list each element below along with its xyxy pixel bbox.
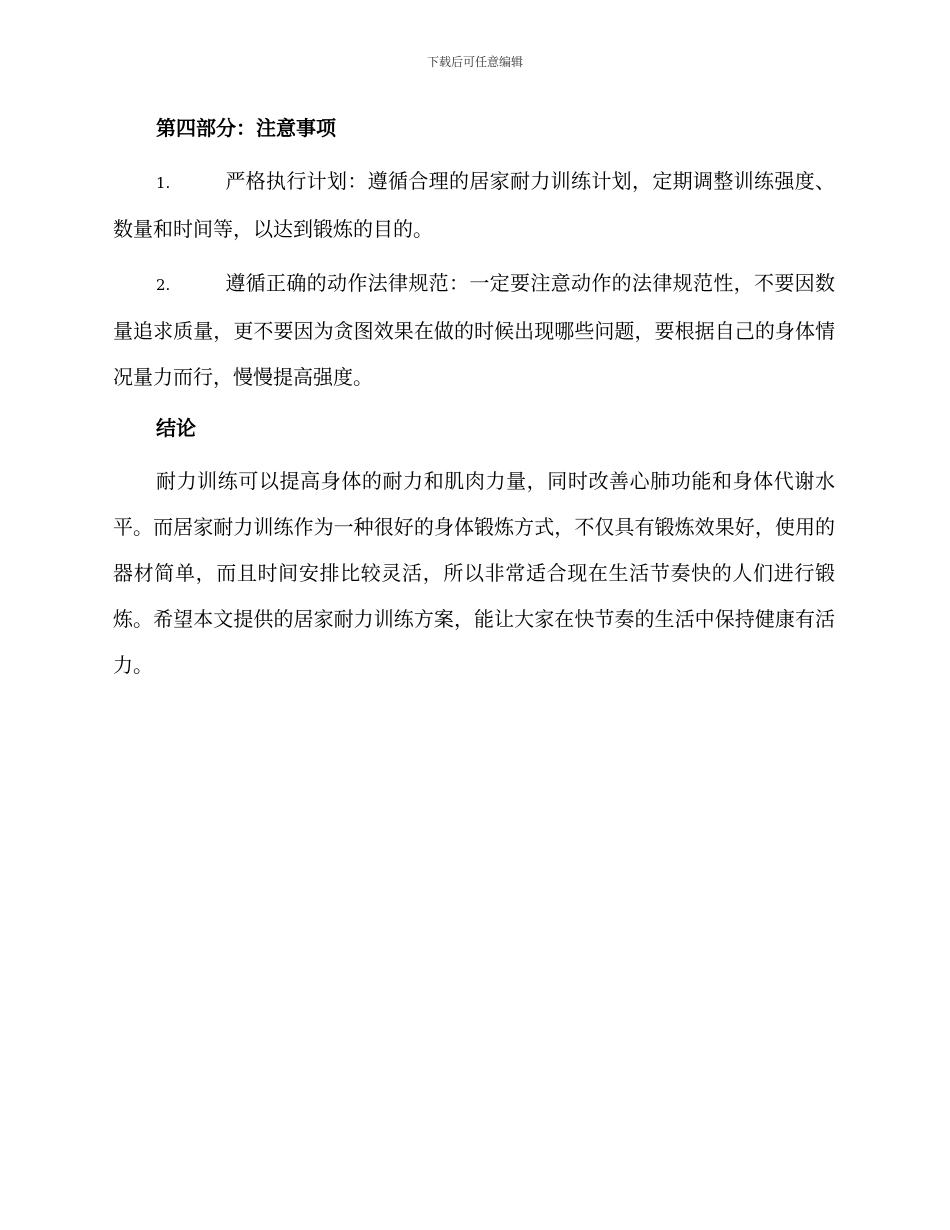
list-number-1: 1. [156,174,171,192]
list-number-2: 2. [156,276,171,294]
list-text-1: 严格执行计划：遵循合理的居家耐力训练计划，定期调整训练强度、数量和时间等，以达到锻炼的目的。 [113,169,835,241]
conclusion-heading: 结论 [156,416,196,440]
conclusion-paragraph: 耐力训练可以提高身体的耐力和肌肉力量，同时改善心肺功能和身体代谢水平。而居家耐力训练作为一种很好的身体锻炼方式，不仅具有锻炼效果好，使用的器材简单，而且时间安排比较灵活，所以非常适合现在生活节奏快的人们进行锻炼。希望本文提供的居家耐力训练方案，能让大家在快节奏的生活中保持健康有活力。 [113,469,835,677]
document-body [113,112,835,696]
section-heading: 第四部分：注意事项 [156,116,336,140]
page-header: 下载后可任意编辑 [426,55,523,69]
list-item-1 [113,158,835,252]
list-text-2: 遵循正确的动作法律规范：一定要注意动作的法律规范性，不要因数量追求质量，更不要因为贪图效果在做的时候出现哪些问题，要根据自己的身体情况量力而行，慢慢提高强度。 [113,271,835,389]
list-item-2 [113,260,835,400]
